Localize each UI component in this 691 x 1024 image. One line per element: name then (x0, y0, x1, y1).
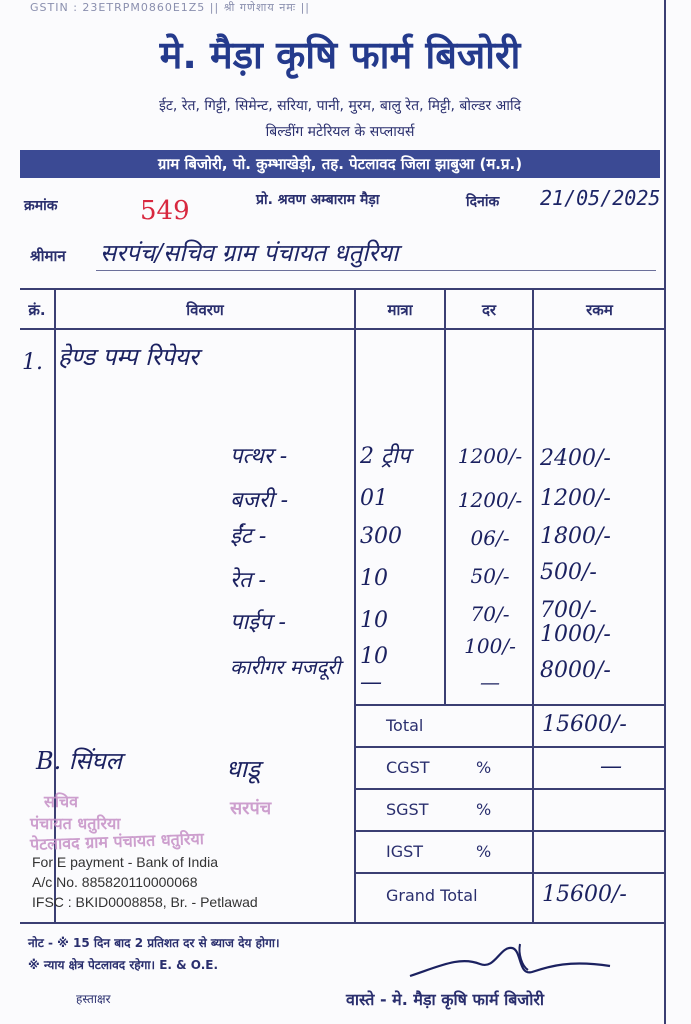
date-value: 21/05/2025 (540, 186, 661, 210)
bank-line-1: For E payment - Bank of India (32, 854, 218, 870)
seal-panchayat-1: पंचायत धतुरिया (30, 814, 121, 833)
sgst-percent: % (476, 800, 492, 819)
bank-line-2: A/c No. 885820110000068 (32, 874, 198, 890)
igst-percent: % (476, 842, 492, 861)
proprietor-signature-icon (400, 936, 620, 986)
header-rate: दर (481, 301, 497, 319)
col-divider-2 (354, 288, 356, 924)
row-quantity: 10 (360, 566, 388, 591)
row-quantity: — (360, 670, 382, 695)
suppliers-line: बिल्डींग मटेरियल के सप्लायर्स (265, 124, 415, 140)
date-label: दिनांक (466, 194, 500, 210)
grand-top-border (354, 872, 665, 874)
row-material: पाईप - (230, 610, 286, 635)
right-border (664, 0, 666, 1024)
row-rate: 70/- (470, 602, 510, 626)
total-label: Total (386, 716, 424, 735)
sgst-top-border (354, 788, 665, 790)
note-line-1: नोट - ※ 15 दिन बाद 2 प्रतिशत दर से ब्याज देय होगा। (28, 936, 280, 950)
row-rate: 50/- (470, 564, 510, 588)
signature-sachiv: B. सिंघल (36, 747, 122, 775)
cgst-value: — (600, 754, 622, 779)
row-amount: 1800/- (540, 524, 611, 549)
proprietor: प्रो. श्रवण अम्बाराम मैड़ा (256, 192, 380, 208)
signature-label: हस्ताक्षर (76, 992, 111, 1006)
row-material: पत्थर - (230, 444, 288, 469)
total-value: 15600/- (542, 712, 627, 737)
row-material: बजरी - (230, 488, 289, 513)
sgst-label: SGST (386, 800, 429, 819)
igst-label: IGST (386, 842, 424, 861)
header-bottom-border (20, 328, 665, 330)
col-divider-3 (444, 288, 446, 704)
header-description: विवरण (186, 301, 224, 319)
row-amount: 700/- (540, 598, 597, 623)
for-firm-line: वास्ते - मे. मैड़ा कृषि फार्म बिजोरी (346, 990, 545, 1009)
serial-number: 549 (140, 196, 190, 226)
row-rate: — (480, 670, 500, 694)
row-material: रेत - (230, 568, 266, 593)
row-rate: 06/- (470, 526, 510, 550)
cgst-percent: % (476, 758, 492, 777)
top-cut-text: GSTIN : 23ETRPM0860E1Z5 || श्री गणेशाय नमः || (30, 1, 311, 14)
seal-sarpanch: सरपंच (230, 798, 272, 819)
header-quantity: मात्रा (387, 301, 413, 319)
recipient-label: श्रीमान (30, 247, 66, 265)
bank-line-3: IFSC : BKID0008858, Br. - Petlawad (32, 894, 258, 910)
seal-sachiv: सचिव (44, 792, 79, 811)
col-divider-4 (532, 288, 534, 924)
igst-top-border (354, 830, 665, 832)
materials-line: ईट, रेत, गिट्टी, सिमेन्ट, सरिया, पानी, मुरम, बालु रेत, मिट्टी, बोल्डर आदि (158, 98, 522, 114)
row-rate: 100/- (464, 634, 516, 658)
row-amount: 1200/- (540, 486, 611, 511)
row-rate: 1200/- (457, 488, 523, 512)
grand-total-value: 15600/- (542, 882, 627, 907)
row-amount: 1000/- (540, 622, 611, 647)
row-material: कारीगर मजदूरी (230, 655, 341, 679)
cgst-top-border (354, 746, 665, 748)
row-amount: 2400/- (540, 446, 611, 471)
firm-name: मे. मैड़ा कृषि फार्म बिजोरी (159, 33, 521, 77)
address-bar: ग्राम बिजोरी, पो. कुम्भाखेड़ी, तह. पेटलावद जिला झाबुआ (म.प्र.) (20, 150, 660, 178)
seal-panchayat-2: पेटलावद ग्राम पंचायत धतुरिया (29, 828, 205, 855)
row-quantity: 01 (360, 486, 388, 511)
grand-total-label: Grand Total (386, 886, 478, 905)
note-line-2: ※ न्याय क्षेत्र पेटलावद रहेगा। E. & O.E. (28, 958, 219, 972)
item-number: 1. (22, 350, 43, 375)
row-material: ईंट - (230, 524, 267, 549)
table-top-border (20, 288, 665, 290)
row-amount: 8000/- (540, 658, 611, 683)
header-amount: रकम (586, 301, 613, 319)
total-top-border (354, 704, 665, 706)
row-quantity: 2 ट्रीप (360, 444, 411, 469)
row-quantity: 10 (360, 644, 388, 669)
row-quantity: 300 (360, 524, 402, 549)
row-quantity: 10 (360, 608, 388, 633)
row-rate: 1200/- (457, 444, 523, 468)
row-amount: 500/- (540, 560, 597, 585)
signature-sarpanch: धाडू (226, 755, 260, 783)
recipient-value: सरपंच/सचिव ग्राम पंचायत धतुरिया (100, 239, 399, 267)
cgst-label: CGST (386, 758, 430, 777)
recipient-underline (96, 270, 656, 271)
table-bottom-border (20, 922, 665, 924)
item-description: हेण्ड पम्प रिपेयर (58, 343, 199, 371)
serial-label: क्रमांक (24, 198, 58, 214)
header-sno: क्रं. (28, 301, 46, 319)
